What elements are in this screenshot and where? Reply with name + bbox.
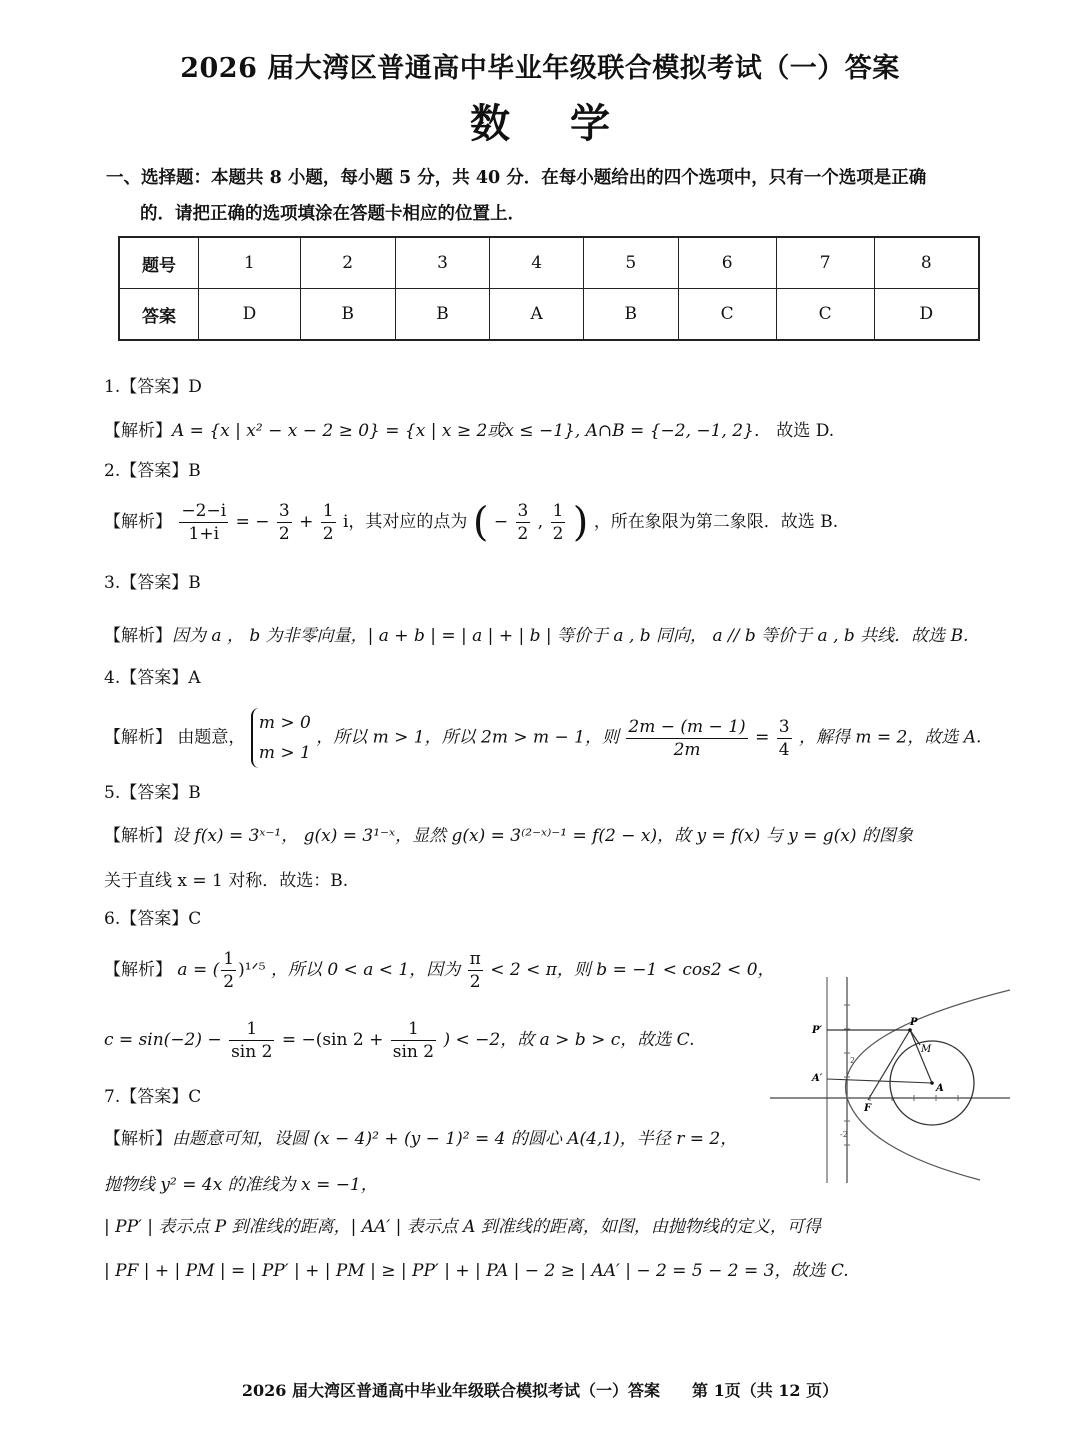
y-tick-label: -2 [840,1130,848,1139]
math-op: , [537,512,544,532]
q4-tail: ，解得 m = 2，故选 A. [798,727,982,748]
fraction: $\frac{1}{\sin 2}$ [392,1019,435,1062]
math-op: = [755,727,770,748]
q1-answer: 1.【答案】D [104,377,202,397]
q5-explanation [104,823,913,849]
q4-explanation [104,708,981,768]
label-F: F [864,1103,872,1114]
fraction: $\frac{3}{2}$ [278,501,290,544]
q3-answer: 3.【答案】B [104,573,201,593]
explanation-label: 【解析】 [104,826,172,846]
q4-answer: 4.【答案】A [104,668,201,688]
subject-title: 数学 [470,100,670,147]
table-cell: B [583,289,678,341]
explanation-label: 【解析】 [104,727,172,748]
q3-explanation [104,623,968,649]
table-row-numbers [119,237,979,289]
segment-PF [868,1030,910,1100]
q4-cond-1: m > 0 [258,713,311,733]
q5-line-1: 设 f(x) = 3ˣ⁻¹， g(x) = 3¹⁻ˣ，显然 g(x) = 3⁽²⁻ˣ⁾⁻¹ = f(2 − x)，故 y = f(x) 与 y = g(x) 的图象 [172,826,913,846]
q1-body: A = {x | x² − x − 2 ≥ 0} = {x | x ≥ 2或x ≤ −1}, A∩B = {−2, −1, 2}． [172,421,771,441]
q7-line-2: 抛物线 y² = 4x 的准线为 x = −1， [104,1175,378,1195]
section-line-1: 一、选择题：本题共 8 小题，每小题 5 分，共 40 分．在每小题给出的四个选项中，只有一个选项是正确 [106,168,927,188]
fraction: $\frac{1}{2}$ [322,501,334,544]
parabola-circle-figure [770,975,1010,1187]
table-cell: 7 [776,237,874,289]
table-cell: 1 [199,237,301,289]
table-cell: C [678,289,776,341]
section-line-2: 的．请把正确的选项填涂在答题卡相应的位置上． [140,204,525,224]
table-row-answers [119,289,979,341]
q4-cond-2: m > 1 [258,743,311,763]
fraction: $\frac{\pi}{2}$ [469,949,481,992]
fraction: $\frac{2m - (m - 1)}{2m}$ [628,716,746,760]
table-cell: 8 [874,237,979,289]
q6-a: a = ( [177,960,220,980]
explanation-label: 【解析】 [104,512,172,532]
table-header-answer: 答案 [119,289,199,341]
math-op: = − [235,512,270,532]
table-cell: 4 [490,237,583,289]
label-A: A [936,1083,944,1094]
paren-close: ) [572,499,589,546]
page-title: 2026 届大湾区普通高中毕业年级联合模拟考试（一）答案 [180,53,900,84]
q7-answer: 7.【答案】C [104,1087,202,1107]
label-A-prime: A′ [812,1073,823,1084]
table-cell: D [199,289,301,341]
table-cell: C [776,289,874,341]
q3-body: 因为 a ， b 为非零向量，| a + b | = | a | + | b | 等价于 a , b 同向， a // b 等价于 a , b 共线．故选 B. [172,626,969,646]
explanation-label: 【解析】 [104,626,172,646]
explanation-label: 【解析】 [104,421,172,441]
table-cell: D [874,289,979,341]
q7-line-4: | PF | + | PM | = | PP′ | + | PM | ≥ | PP′ | + | PA | − 2 ≥ | AA′ | − 2 = 5 − 2 = 3，故选 C. [104,1261,849,1281]
q4-mid: ，所以 m > 1，所以 2m > m − 1，则 [316,727,619,748]
table-cell: 2 [300,237,395,289]
q7-line-3: | PP′ | 表示点 P 到准线的距离，| AA′ | 表示点 A 到准线的距离，如图，由抛物线的定义，可得 [104,1217,821,1237]
q4-intro: 由题意， [177,727,246,748]
q6-c-mid: = −(sin 2 + [281,1030,384,1050]
label-P: P [910,1017,918,1028]
section-instructions [106,160,996,232]
q2-explanation [104,500,838,545]
q1-tail: 故选 D. [776,421,835,441]
math-op: + [299,512,314,532]
q5-line-2: 关于直线 x = 1 对称．故选：B. [104,871,349,891]
q1-explanation [104,418,834,444]
q7-explanation [104,1126,737,1152]
math-op: − [493,512,509,532]
q6-mid2: < 2 < π，则 b = −1 < cos2 < 0， [490,960,775,980]
q7-line-1: 由题意可知，设圆 (x − 4)² + (y − 1)² = 4 的圆心 A(4,1)，半径 r = 2， [172,1129,738,1149]
fraction: $\frac{3}{4}$ [778,716,790,760]
table-cell: 3 [395,237,490,289]
y-tick-label: 2 [850,1056,856,1065]
q6-answer: 6.【答案】C [104,909,202,929]
q6-c: c = sin(−2) − [104,1030,222,1050]
answer-table [118,236,980,341]
segment-PA [910,1030,932,1083]
q6-explanation-1 [104,948,775,993]
point-P [908,1028,912,1032]
fraction: $\frac{1}{2}$ [223,949,235,992]
q2-tail: ，所在象限为第二象限．故选 B. [593,512,839,532]
fraction: $\frac{1}{\sin 2}$ [231,1019,273,1062]
table-cell: A [490,289,583,341]
explanation-label: 【解析】 [104,960,172,980]
point-A [930,1081,934,1085]
table-cell: 5 [583,237,678,289]
q2-answer: 2.【答案】B [104,461,201,481]
fraction: $\frac{3}{2}$ [517,501,529,544]
fraction: $\frac{-2-i}{1+i}$ [181,501,227,544]
table-cell: B [300,289,395,341]
table-cell: B [395,289,490,341]
parabola [846,990,1010,1180]
q5-answer: 5.【答案】B [104,783,201,803]
q6-mid: ，所以 0 < a < 1，因为 [270,960,461,980]
q6-c-tail: ) < −2，故 a > b > c，故选 C. [443,1030,695,1050]
q4-system [251,708,311,768]
table-header-number: 题号 [119,237,199,289]
q6-explanation-2 [104,1018,694,1063]
explanation-label: 【解析】 [104,1129,172,1149]
page-footer: 2026 届大湾区普通高中毕业年级联合模拟考试（一）答案 第 1页（共 12 页） [241,1381,839,1400]
q2-text: i，其对应的点为 [343,512,468,532]
label-M: M [921,1044,932,1055]
label-P-prime: P′ [812,1025,823,1036]
q6-a-exp: )¹ᐟ⁵ [238,960,266,980]
fraction: $\frac{1}{2}$ [552,501,564,544]
paren-open: ( [472,499,489,546]
table-cell: 6 [678,237,776,289]
